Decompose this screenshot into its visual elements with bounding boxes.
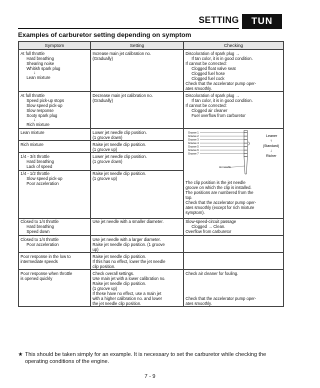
cell-text: Use jet needle with a smaller diameter. [92, 219, 164, 225]
cell-text: Lean mixture [26, 75, 51, 81]
cell-text: Check air cleaner for fouling. [185, 270, 239, 276]
cell-text: (1 groove up) [92, 146, 118, 152]
cell-text: ates smoothly. [185, 85, 212, 91]
cell-text: is opened quickly [20, 275, 53, 281]
cell-text: Slow-speed-circuit passage [185, 219, 237, 225]
jet-needle-icon [244, 130, 250, 174]
symptom-cell [19, 92, 91, 129]
jet-needle-diagram [186, 130, 282, 180]
cell-text: Discoloration of spark plug → [185, 50, 240, 56]
header-rule [18, 28, 239, 29]
table-row [19, 218, 284, 235]
setting-cell [91, 270, 184, 307]
checking-cell [184, 218, 284, 235]
cell-text: If cannot be corrected: [185, 102, 227, 108]
cell-text: Rich mixture [26, 122, 50, 128]
checking-cell [184, 235, 284, 252]
header-badge: TUN [242, 14, 282, 29]
symptom-cell [19, 50, 91, 92]
symptom-cell [19, 253, 91, 270]
table-row [19, 253, 284, 270]
footnote [18, 352, 283, 365]
cell-text: ates smoothly. [185, 300, 212, 306]
column-header: Checking [184, 42, 284, 50]
cell-text: Increase main jet calibration no. [92, 50, 151, 56]
carburetor-setting-table [18, 41, 284, 307]
arrow-down-icon: ↓ [33, 69, 36, 75]
richer-label: Richer [265, 153, 276, 158]
symptom-cell [19, 128, 91, 140]
footnote-text: This should be taken simply for an example. It is necessary to set the carburetor while checking the operating conditions of the engine. [25, 352, 267, 365]
setting-cell [91, 153, 184, 170]
table-row [19, 50, 284, 92]
cell-text: the jet needle clip position. [92, 300, 142, 306]
cell-text: Rich mixture [20, 141, 44, 147]
cell-text: Shearing noise [26, 60, 55, 66]
cell-text: Check that the accelerator pump oper- [185, 80, 257, 86]
cell-text: If these have no effect, use a main jet [92, 290, 162, 296]
cell-text: Slow response [26, 107, 54, 113]
cell-text: If this has no effect, lower the jet needle [92, 258, 166, 264]
cell-text: Lower jet needle clip position. [92, 129, 147, 135]
cell-text: (1 groove up) [92, 285, 118, 291]
symptom-cell [19, 270, 91, 307]
cell-text: (Gradually) [92, 97, 113, 103]
cell-text: Lack of speed [26, 163, 53, 169]
setting-cell [91, 141, 184, 153]
cell-text: Clogged fuel cock [191, 75, 225, 81]
cell-text: Decrease main jet calibration no. [92, 92, 153, 98]
groove-label: Groove 3 [187, 138, 199, 142]
setting-cell [91, 50, 184, 92]
cell-text: Check that the accelerator pump oper- [185, 199, 257, 205]
cell-text: Hard breathing [26, 158, 54, 164]
cell-text: Slow speed pick-up [26, 176, 63, 182]
arrow-down-icon: ↓ [33, 116, 36, 122]
cell-text: 1/4 - 3/4 throttle [20, 153, 50, 159]
cell-text: Check that the accelerator pump oper- [185, 295, 257, 301]
checking-cell [184, 270, 284, 307]
jet-needle-label: Jet needle [218, 165, 231, 169]
cell-text: Whitish spark plug [26, 65, 61, 71]
cell-text: Hard breathing [26, 55, 54, 61]
cell-text: Clogged fuel hose [191, 70, 225, 76]
cell-text: with a higher calibration no. and lower [92, 295, 163, 301]
arrow-down-icon: ↓ [269, 147, 272, 153]
table-row [19, 92, 284, 129]
groove-label: Groove 6 [187, 148, 199, 152]
standard-label: (Standard) [262, 143, 279, 148]
cell-text: Overflow from carburetor [185, 229, 232, 235]
cell-text: (1 groove up) [92, 176, 118, 182]
page-number: 7 - 9 [144, 374, 156, 380]
cell-text: Lean mixture [20, 129, 45, 135]
symptom-cell [19, 235, 91, 252]
cell-text: Hard breathing [26, 224, 54, 230]
cell-text: Raise jet needle clip position. [92, 171, 147, 177]
cell-text: Raise jet needle clip position. [92, 141, 147, 147]
groove-label: Groove 1 [187, 131, 199, 135]
cell-text: Clogged float valve seat [191, 65, 236, 71]
column-header: Setting [91, 42, 184, 50]
setting-cell [91, 170, 184, 218]
setting-cell [91, 92, 184, 129]
cell-text: 1/4 - 1/2 throttle [20, 171, 50, 177]
star-icon: ★ [18, 352, 23, 358]
symptom-cell [19, 170, 91, 218]
checking-cell [184, 92, 284, 129]
leaner-label: Leaner [265, 133, 277, 138]
cell-text: Raise jet needle clip position. (1 groove [92, 241, 165, 247]
cell-text: up) [92, 246, 99, 252]
cell-text: Check overall settings. [92, 270, 135, 276]
setting-cell [91, 218, 184, 235]
cell-text: groove on which the clip is installed. [185, 184, 252, 190]
cell-text: Use jet needle with a larger diameter. [92, 236, 161, 242]
symptom-cell [19, 141, 91, 153]
checking-cell [184, 253, 284, 270]
cell-text: Use main jet with a lower calibration no. [92, 275, 166, 281]
setting-cell [91, 128, 184, 140]
cell-text: The clip position is the jet needle [185, 179, 246, 185]
cell-text: (1 groove down) [92, 134, 123, 140]
jet-needle-svg [186, 130, 283, 180]
symptom-cell [19, 153, 91, 170]
symptom-cell [19, 218, 91, 235]
cell-text: top. [185, 194, 193, 200]
groove-label: Groove 4 [187, 141, 199, 145]
table-row [19, 128, 284, 140]
setting-cell [91, 235, 184, 252]
section-title: Examples of carburetor setting depending on symptom [18, 32, 192, 39]
checking-cell [184, 128, 284, 218]
cell-text: Poor acceleration [26, 241, 59, 247]
cell-text: Poor acceleration [26, 181, 59, 187]
table-row [19, 270, 284, 307]
cell-text: clip position. [92, 263, 116, 269]
cell-text: Closed to 1/4 throttle [20, 236, 59, 242]
cell-text: Speed down [26, 229, 50, 235]
cell-text: If tan color, it is in good condition. [191, 55, 253, 61]
cell-text: Fuel overflow from carburetor [191, 112, 246, 118]
cell-text: Sooty spark plug [26, 112, 58, 118]
cell-text: symptom). [185, 209, 205, 215]
setting-cell [91, 253, 184, 270]
page-header [0, 8, 300, 28]
cell-text: ates smoothly (except for rich mixture [185, 204, 255, 210]
arrow-up-icon: ↑ [269, 137, 272, 143]
cell-text: intermediate speeds [20, 258, 58, 264]
cell-text: Speed pick-up stops [26, 97, 65, 103]
cell-text: Discoloration of spark plug → [185, 92, 240, 98]
cell-text: Lower jet needle clip position. [92, 153, 147, 159]
header-title: SETTING [198, 15, 239, 25]
cell-text: At full throttle [20, 50, 45, 56]
cell-text: Closed to 1/4 throttle [20, 219, 59, 225]
cell-text: Raise jet needle clip position. [92, 253, 147, 259]
cell-text: Poor response in the low to [20, 253, 71, 259]
cell-text: Slow speed pick-up [26, 102, 63, 108]
groove-label: Groove 2 [187, 134, 199, 138]
cell-text: (Gradually) [92, 55, 113, 61]
table-row [19, 235, 284, 252]
cell-text: If cannot be corrected: [185, 60, 227, 66]
cell-text: At full throttle [20, 92, 45, 98]
groove-label: Groove 7 [187, 152, 199, 156]
checking-cell [184, 50, 284, 92]
column-header: Symptom [19, 42, 91, 50]
groove-leader-lines [200, 132, 244, 153]
cell-text: (1 groove down) [92, 158, 123, 164]
cell-text: If tan color, it is in good condition. [191, 97, 253, 103]
groove-label: Groove 5 [187, 145, 199, 149]
cell-text: Raise jet needle clip position. [92, 280, 147, 286]
table-header-row [19, 42, 284, 50]
cell-text: Clogged → Clean. [191, 224, 226, 230]
cell-spacer [21, 186, 89, 217]
cell-text: Poor response when throttle [20, 270, 73, 276]
cell-text: The positions are numbered from the [185, 189, 254, 195]
cell-text: Clogged air cleaner [191, 107, 228, 113]
